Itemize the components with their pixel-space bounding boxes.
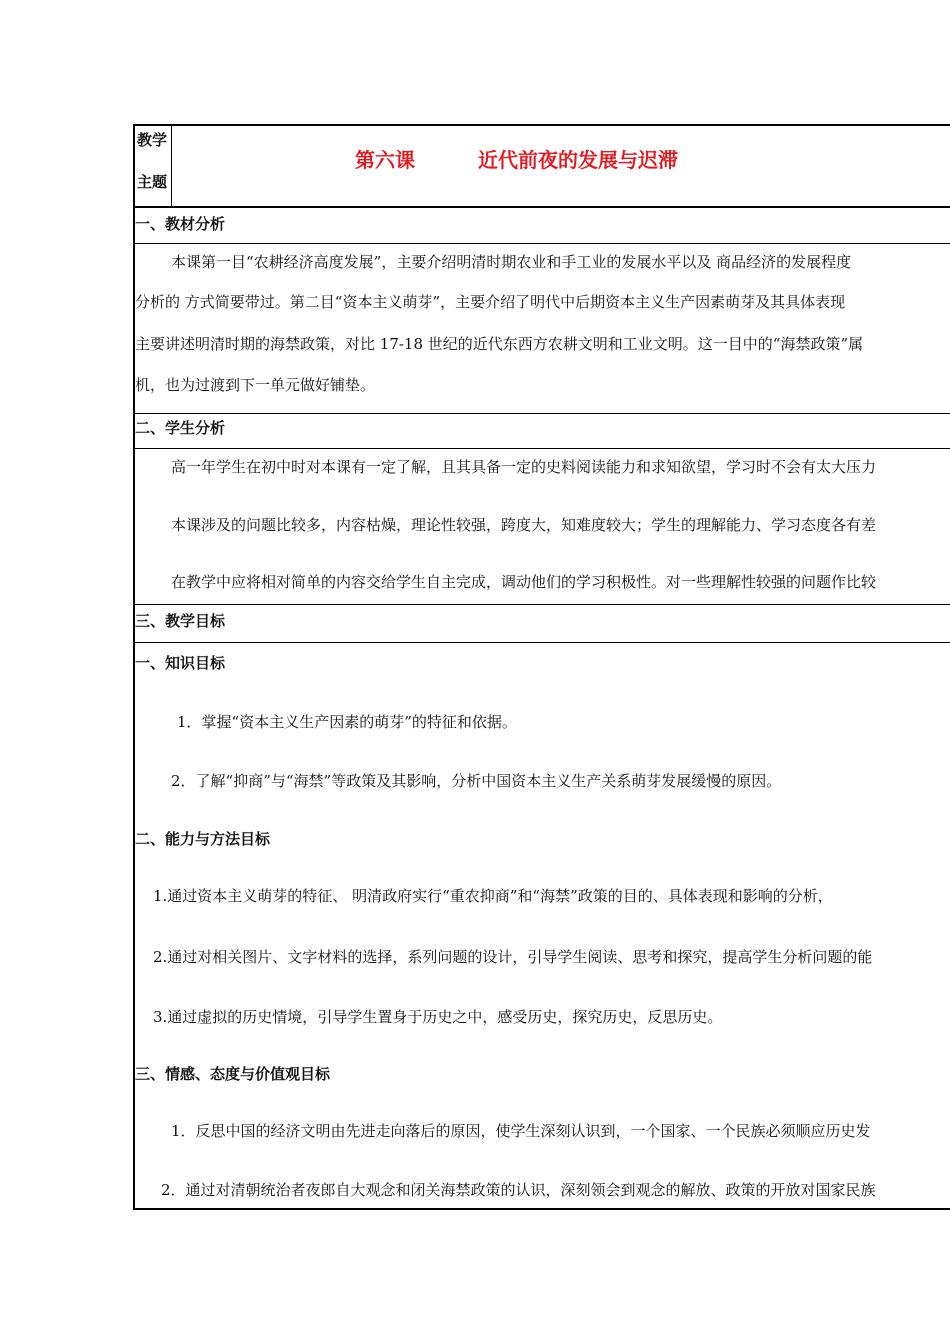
knowledge-item: 2．了解“抑商”与“海禁”等政策及其影响，分析中国资本主义生产关系萌芽发展缓慢的原因。 xyxy=(171,772,782,790)
ability-item: 1.通过资本主义萌芽的特征、 明清政府实行“重农抑商”和“海禁”政策的目的、具体表现和影响的分析， xyxy=(153,887,833,905)
knowledge-heading: 一、知识目标 xyxy=(135,654,226,672)
values-item: 2．通过对清朝统治者夜郎自大观念和闭关海禁政策的认识，深刻领会到观念的解放、政策的开放对国家民族 xyxy=(161,1181,876,1199)
goals-body xyxy=(135,643,950,1208)
material-line: 主要讲述明清时期的海禁政策，对比 17-18 世纪的近代东西方农耕文明和工业文明。这一目中的“海禁政策”属 xyxy=(135,335,864,353)
page-title: 近代前夜的发展与迟滞 xyxy=(478,148,678,172)
student-line: 本课涉及的问题比较多，内容枯燥，理论性较强，跨度大，知难度较大；学生的理解能力、学习态度各有差 xyxy=(171,516,877,534)
material-line: 分析的 方式简要带过。第二目“资本主义萌芽”，主要介绍了明代中后期资本主义生产因素萌芽及其具体表现 xyxy=(135,293,846,311)
student-line: 高一年学生在初中时对本课有一定了解，且其具备一定的史料阅读能力和求知欲望，学习时不会有太大压力 xyxy=(171,458,877,476)
ability-item: 2.通过对相关图片、文字材料的选择，系列问题的设计，引导学生阅读、思考和探究，提高学生分析问题的能 xyxy=(153,948,873,966)
student-heading-row xyxy=(135,414,950,449)
material-line: 机，也为过渡到下一单元做好铺垫。 xyxy=(135,376,376,394)
values-item: 1．反思中国的经济文明由先进走向落后的原因，使学生深刻认识到，一个国家、一个民族必须顺应历史发 xyxy=(171,1122,871,1140)
values-heading: 三、情感、态度与价值观目标 xyxy=(135,1065,331,1083)
material-line: 本课第一目“农耕经济高度发展”，主要介绍明清时期农业和手工业的发展水平以及 商品经济的发展程度 xyxy=(171,253,852,271)
header-label-line1: 教学 xyxy=(137,131,168,149)
ability-heading: 二、能力与方法目标 xyxy=(135,830,271,848)
header-label-line2: 主题 xyxy=(137,173,168,191)
student-heading: 二、学生分析 xyxy=(135,419,226,437)
goals-heading: 三、教学目标 xyxy=(135,612,226,630)
material-heading: 一、教材分析 xyxy=(135,215,226,233)
knowledge-item: 1．掌握“资本主义生产因素的萌芽”的特征和依据。 xyxy=(177,713,517,731)
material-text-row xyxy=(135,244,950,414)
lesson-plan-table xyxy=(133,124,950,1210)
material-heading-row xyxy=(135,208,950,244)
goals-heading-row xyxy=(135,605,950,643)
lesson-number: 第六课 xyxy=(355,148,415,172)
header-row xyxy=(135,126,950,208)
student-line: 在教学中应将相对简单的内容交给学生自主完成，调动他们的学习积极性。对一些理解性较强的问题作比较 xyxy=(171,573,877,591)
student-text-row xyxy=(135,449,950,605)
ability-item: 3.通过虚拟的历史情境，引导学生置身于历史之中，感受历史，探究历史，反思历史。 xyxy=(153,1008,723,1026)
